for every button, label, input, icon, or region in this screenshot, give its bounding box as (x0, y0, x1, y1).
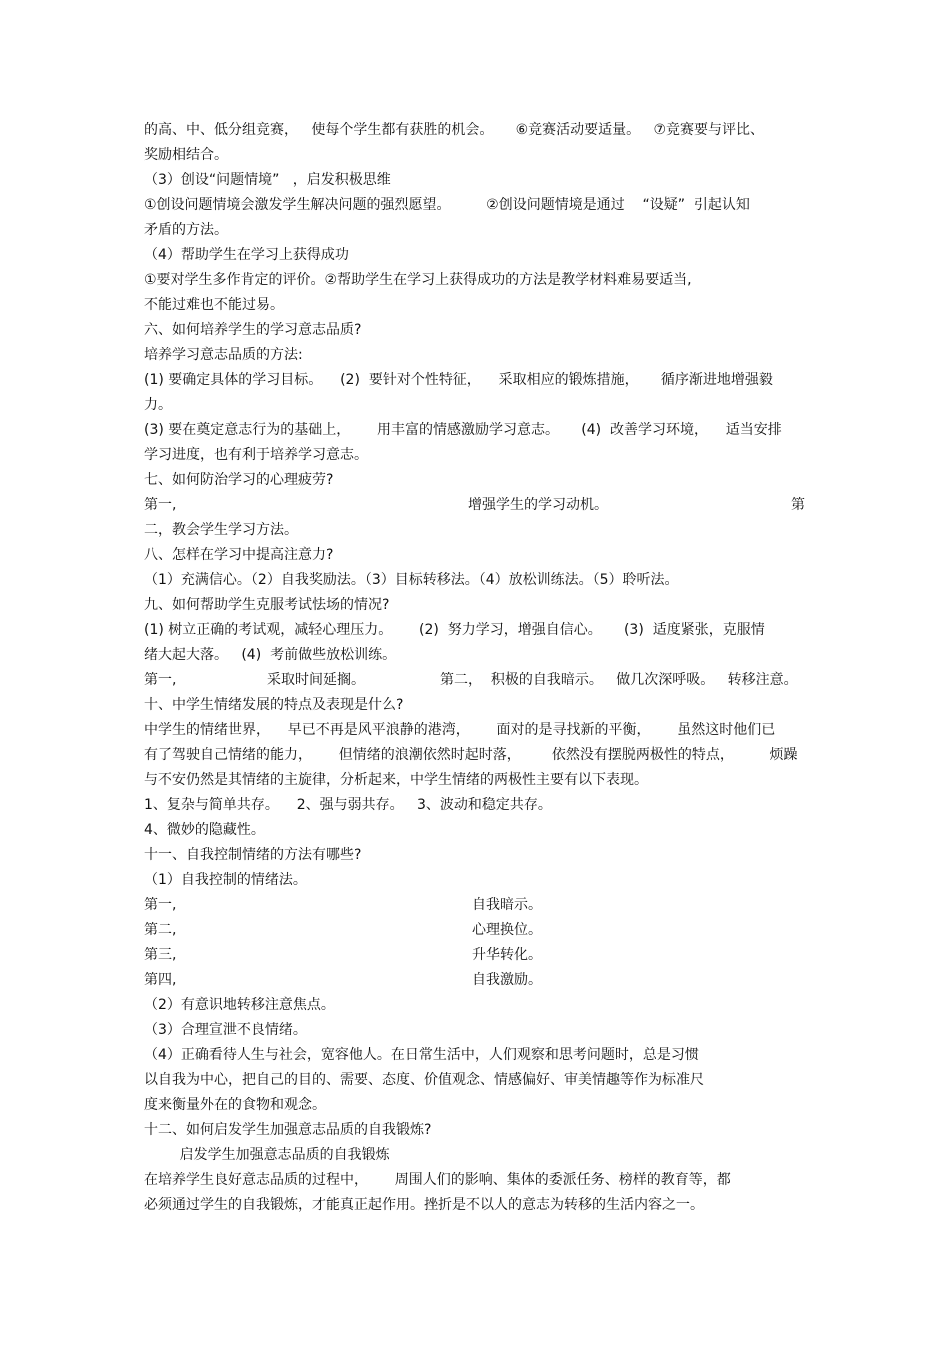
text-line: (1) 要确定具体的学习目标。 (2) 要针对个性特征， 采取相应的锻炼措施， 循序渐进地增强毅 (144, 372, 773, 388)
text-line: 不能过难也不能过易。 (144, 297, 284, 313)
row-label: 第一, (144, 497, 177, 513)
row-tail: 第 (791, 497, 805, 513)
section-heading: 九、如何帮助学生克服考试怯场的情况? (144, 597, 390, 613)
row-tail: 第二， 积极的自我暗示。 做几次深呼吸。 转移注意。 (440, 672, 798, 688)
step-label: 第四, (144, 972, 177, 988)
section-heading: 十一、自我控制情绪的方法有哪些? (144, 847, 362, 863)
subheading: （2）有意识地转移注意焦点。 (144, 997, 335, 1013)
step-label: 第一, (144, 897, 177, 913)
row-value: 增强学生的学习动机。 (468, 497, 608, 513)
section-heading: 八、怎样在学习中提高注意力? (144, 547, 334, 563)
subheading: （4）帮助学生在学习上获得成功 (144, 247, 349, 263)
section-heading: 六、如何培养学生的学习意志品质? (144, 322, 362, 338)
step-value: 升华转化。 (472, 947, 542, 963)
step-label: 第三, (144, 947, 177, 963)
subheading: （1）自我控制的情绪法。 (144, 872, 307, 888)
subheading: 启发学生加强意志品质的自我锻炼 (144, 1147, 390, 1163)
text-line: 矛盾的方法。 (144, 222, 228, 238)
section-heading: 十、中学生情绪发展的特点及表现是什么? (144, 697, 404, 713)
text-line: ①创设问题情境会激发学生解决问题的强烈愿望。 ②创设问题情境是通过 “设疑” 引起认知 (144, 197, 750, 213)
step-value: 心理换位。 (472, 922, 542, 938)
text-line: 奖励相结合。 (144, 147, 228, 163)
text-line: 二，教会学生学习方法。 (144, 522, 298, 538)
text-line: (1) 树立正确的考试观，减轻心理压力。 (2) 努力学习，增强自信心。 (3) 适度紧张，克服情 (144, 622, 765, 638)
step-label: 第二, (144, 922, 177, 938)
section-heading: 七、如何防治学习的心理疲劳? (144, 472, 334, 488)
text-line: 在培养学生良好意志品质的过程中， 周围人们的影响、集体的委派任务、榜样的教育等，都 (144, 1172, 731, 1188)
text-line: 培养学习意志品质的方法: (144, 347, 303, 363)
row-label: 第一, (144, 672, 177, 688)
text-line: 中学生的情绪世界， 早已不再是风平浪静的港湾， 面对的是寻找新的平衡， 虽然这时他们已 (144, 722, 776, 738)
section-heading: 十二、如何启发学生加强意志品质的自我锻炼? (144, 1122, 432, 1138)
text-line: (3) 要在奠定意志行为的基础上， 用丰富的情感激励学习意志。 (4) 改善学习环境， 适当安排 (144, 422, 782, 438)
text-line: 必须通过学生的自我锻炼，才能真正起作用。挫折是不以人的意志为转移的生活内容之一。 (144, 1197, 704, 1213)
subheading: （3）合理宣泄不良情绪。 (144, 1022, 307, 1038)
subheading: （3）创设“问题情境” ，启发积极思维 (144, 172, 391, 188)
row-value: 采取时间延搁。 (267, 672, 365, 688)
text-line: 1、复杂与简单共存。 2、强与弱共存。 3、波动和稳定共存。 (144, 797, 552, 813)
text-line: 学习进度，也有利于培养学习意志。 (144, 447, 368, 463)
text-line: 以自我为中心，把自己的目的、需要、态度、价值观念、情感偏好、审美情趣等作为标准尺 (144, 1072, 704, 1088)
step-value: 自我激励。 (472, 972, 542, 988)
text-line: 有了驾驶自己情绪的能力， 但情绪的浪潮依然时起时落， 依然没有摆脱两极性的特点， 烦躁 (144, 747, 798, 763)
text-line: 绪大起大落。 (4) 考前做些放松训练。 (144, 647, 397, 663)
text-line: 力。 (144, 397, 172, 413)
text-line: （1）充满信心。（2）自我奖励法。（3）目标转移法。（4）放松训练法。（5）聆听法。 (144, 572, 679, 588)
text-line: 的高、中、低分组竞赛， 使每个学生都有获胜的机会。 ⑥竞赛活动要适量。 ⑦竞赛要与评比、 (144, 122, 765, 138)
text-line: （4）正确看待人生与社会，宽容他人。在日常生活中，人们观察和思考问题时，总是习惯 (144, 1047, 699, 1063)
text-line: 度来衡量外在的食物和观念。 (144, 1097, 326, 1113)
step-value: 自我暗示。 (472, 897, 542, 913)
text-line: ①要对学生多作肯定的评价。②帮助学生在学习上获得成功的方法是教学材料难易要适当, (144, 272, 692, 288)
text-line: 4、微妙的隐藏性。 (144, 822, 265, 838)
text-line: 与不安仍然是其情绪的主旋律，分析起来，中学生情绪的两极性主要有以下表现。 (144, 772, 648, 788)
